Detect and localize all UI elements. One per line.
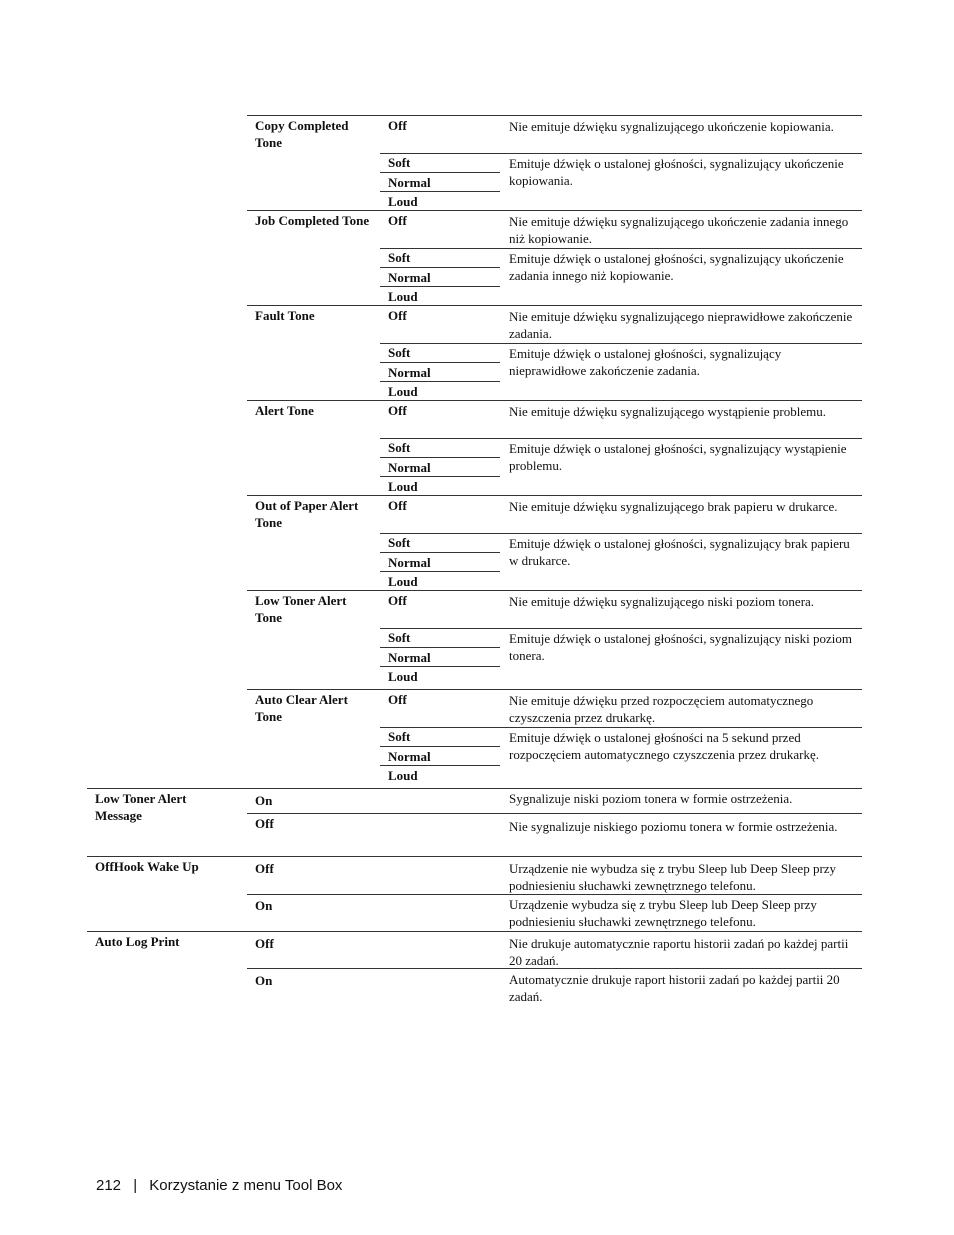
desc-rule [500, 438, 862, 439]
desc-rule [500, 248, 862, 249]
group-top-rule [247, 305, 862, 306]
option-soft: Soft [388, 729, 411, 744]
group-top-rule [247, 689, 862, 690]
option-off: Off [388, 213, 407, 228]
option-description: Sygnalizuje niski poziom tonera w formie ostrzeżenia. [509, 791, 793, 806]
setting-top-rule [87, 856, 862, 857]
option-normal: Normal [388, 270, 431, 285]
setting-name: Copy Completed Tone [255, 118, 349, 150]
desc-rule [500, 727, 862, 728]
option-value: Off [255, 816, 274, 831]
option-soft: Soft [388, 440, 411, 455]
setting-name: Alert Tone [255, 403, 314, 418]
setting-name: Low Toner Alert Tone [255, 593, 347, 625]
setting-top-rule [87, 788, 862, 789]
page-footer [96, 1177, 342, 1195]
option-rule [380, 457, 500, 458]
option-loud: Loud [388, 768, 418, 783]
option-rule [247, 894, 862, 895]
on-description: Emituje dźwięk o ustalonej głośności, sygnalizujący niski poziom tonera. [509, 631, 852, 663]
option-normal: Normal [388, 365, 431, 380]
on-description: Emituje dźwięk o ustalonej głośności na 5 sekund przed rozpoczęciem automatycznego czyszczenia przez drukarkę. [509, 730, 820, 762]
option-normal: Normal [388, 460, 431, 475]
option-normal: Normal [388, 555, 431, 570]
option-soft: Soft [388, 155, 411, 170]
option-value: Off [255, 936, 274, 951]
option-soft: Soft [388, 630, 411, 645]
page-number: 212 [96, 1177, 122, 1194]
option-loud: Loud [388, 289, 418, 304]
option-description: Automatycznie drukuje raport historii zadań po każdej partii 20 zadań. [509, 972, 840, 1004]
option-off: Off [388, 308, 407, 323]
off-description: Nie emituje dźwięku sygnalizującego ukończenie zadania innego niż kopiowanie. [509, 214, 849, 246]
group-top-rule [247, 495, 862, 496]
desc-rule [500, 628, 862, 629]
option-rule [380, 172, 500, 173]
setting-name: Auto Log Print [95, 934, 180, 949]
option-soft: Soft [388, 250, 411, 265]
option-off: Off [388, 692, 407, 707]
setting-name: OffHook Wake Up [95, 859, 199, 874]
desc-rule [500, 153, 862, 154]
option-rule [380, 362, 500, 363]
option-rule [380, 552, 500, 553]
option-loud: Loud [388, 194, 418, 209]
on-description: Emituje dźwięk o ustalonej głośności, sygnalizujący nieprawidłowe zakończenie zadania. [509, 346, 782, 378]
option-loud: Loud [388, 479, 418, 494]
desc-rule [500, 343, 862, 344]
option-rule [247, 813, 862, 814]
group-top-rule [247, 210, 862, 211]
group-top-rule [247, 115, 862, 116]
option-rule [380, 267, 500, 268]
option-loud: Loud [388, 574, 418, 589]
option-rule [380, 381, 500, 382]
footer-separator: | [133, 1177, 138, 1194]
option-rule [380, 647, 500, 648]
on-description: Emituje dźwięk o ustalonej głośności, sygnalizujący ukończenie zadania innego niż kopiowanie. [509, 251, 844, 283]
option-normal: Normal [388, 749, 431, 764]
group-top-rule [247, 400, 862, 401]
desc-rule [500, 533, 862, 534]
option-description: Urządzenie wybudza się z trybu Sleep lub Deep Sleep przy podniesieniu słuchawki zewnętrznego telefonu. [509, 897, 817, 929]
option-loud: Loud [388, 384, 418, 399]
option-soft: Soft [388, 345, 411, 360]
option-rule [380, 666, 500, 667]
setting-name: Auto Clear Alert Tone [255, 692, 348, 724]
option-loud: Loud [388, 669, 418, 684]
option-off: Off [388, 593, 407, 608]
off-description: Nie emituje dźwięku sygnalizującego niski poziom tonera. [509, 594, 815, 609]
setting-name: Job Completed Tone [255, 213, 370, 228]
option-off: Off [388, 118, 407, 133]
footer-section: Korzystanie z menu Tool Box [149, 1177, 343, 1194]
off-description: Nie emituje dźwięku sygnalizującego wystąpienie problemu. [509, 404, 826, 419]
setting-top-rule [87, 931, 862, 932]
option-off: Off [388, 403, 407, 418]
option-normal: Normal [388, 175, 431, 190]
option-description: Nie sygnalizuje niskiego poziomu tonera w formie ostrzeżenia. [509, 819, 838, 834]
option-value: On [255, 973, 273, 988]
option-value: Off [255, 861, 274, 876]
setting-name: Low Toner Alert Message [95, 791, 187, 823]
group-top-rule [247, 590, 862, 591]
option-rule [380, 746, 500, 747]
off-description: Nie emituje dźwięku przed rozpoczęciem automatycznego czyszczenia przez drukarkę. [509, 693, 814, 725]
option-rule [380, 476, 500, 477]
option-value: On [255, 898, 273, 913]
on-description: Emituje dźwięk o ustalonej głośności, sygnalizujący brak papieru w drukarce. [509, 536, 850, 568]
on-description: Emituje dźwięk o ustalonej głośności, sygnalizujący wystąpienie problemu. [509, 441, 847, 473]
off-description: Nie emituje dźwięku sygnalizującego nieprawidłowe zakończenie zadania. [509, 309, 853, 341]
option-off: Off [388, 498, 407, 513]
option-rule [380, 191, 500, 192]
option-rule [380, 286, 500, 287]
option-normal: Normal [388, 650, 431, 665]
setting-name: Out of Paper Alert Tone [255, 498, 359, 530]
option-description: Nie drukuje automatycznie raportu historii zadań po każdej partii 20 zadań. [509, 936, 849, 968]
on-description: Emituje dźwięk o ustalonej głośności, sygnalizujący ukończenie kopiowania. [509, 156, 844, 188]
off-description: Nie emituje dźwięku sygnalizującego ukończenie kopiowania. [509, 119, 834, 134]
option-description: Urządzenie nie wybudza się z trybu Sleep lub Deep Sleep przy podniesieniu słuchawki zewnętrznego telefonu. [509, 861, 837, 893]
setting-name: Fault Tone [255, 308, 315, 323]
option-rule [380, 765, 500, 766]
option-value: On [255, 793, 273, 808]
option-soft: Soft [388, 535, 411, 550]
off-description: Nie emituje dźwięku sygnalizującego brak papieru w drukarce. [509, 499, 838, 514]
option-rule [380, 571, 500, 572]
